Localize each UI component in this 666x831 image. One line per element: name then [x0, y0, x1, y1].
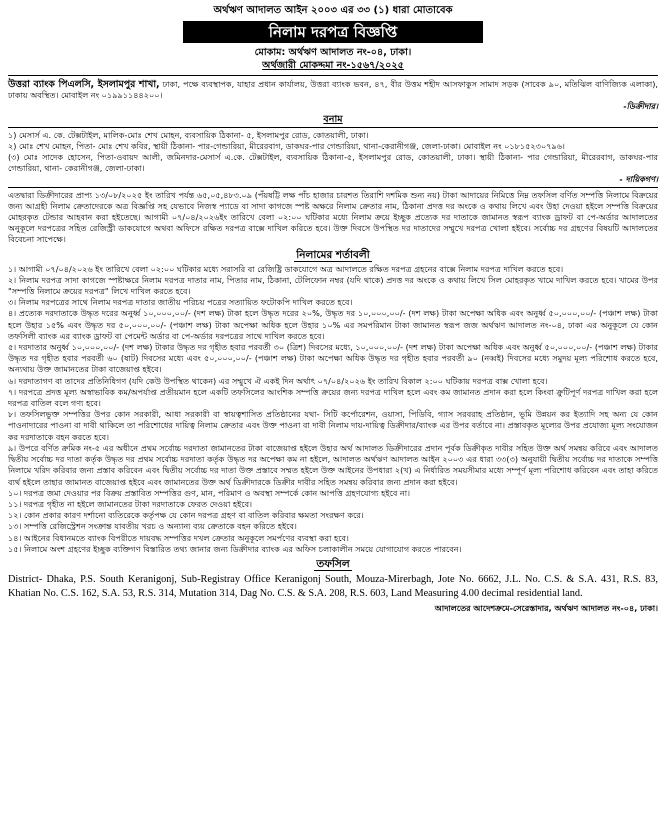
condition-item: ৮। তফসিলভুক্ত সম্পত্তির উপর কোন সরকারী, আধা সরকারী বা স্বায়ত্বশাসিত প্রতিষ্ঠানের যথা- সিটি কর্পোরেশন, ওয়াসা, পিডিবি, গ্যাস সরবরাহ প্রতিষ্ঠান, ভূমি উন্নয়ন কর ইত্যাদি সহ অন্য যে কোন পাওনাদারের পাওনা বা দাবী থাকিলে তা পরিশোধের দায়িত্ব নিলাম ক্রেতার এবং উক্ত পাওনা বা দাবী নিলাম দায়-দায়িত্ব ডিক্রীদার/ব্যাংক এর উপর বর্তাবে না। প্রস্তাবকৃত মূল্যের উপর প্রযোজ্য মূল্য সংযোজন কর দরদাতাকে বহন করতে হবে। — [8, 409, 658, 442]
condition-item: ২। নিলাম দরপত্র সাদা কাগজে স্পষ্টাক্ষরে নিলাম দরপত্র দাতার নাম, পিতার নাম, ঠিকানা, টেলিফোন নম্বর (যদি থাকে) প্রদত্ত দর অংকে ও কথায় লিখে সিল মোহরকৃত খামে দাখিল করতে হবে। খামের উপর "সম্পত্তি নিলামে ক্রয়ের দরপত্র" লিখে দাখিল করতে হবে। — [8, 274, 658, 297]
condition-item: ১৩। সম্পত্তি রেজিস্ট্রেশন সংক্রান্ত যাবতীয় খরচ ও অন্যান্য ব্যয় ক্রেতাকে বহন করিতে হইবে। — [8, 521, 297, 532]
versus-label: বনাম — [323, 113, 343, 125]
condition-item: ৫। দরদাতার অনুর্ধ্ব ১০,০০০,০০/- (দশ লক্ষ) টাকার উদ্ধৃত দর গৃহীত হবার পরবর্তী ৩০ (ত্রিশ) দিবসের মধ্যে, ১০,০০০,০০/- (দশ লক্ষ) টাকা অপেক্ষা অধিক এবং অনুর্ধ্ব ৫০,০০০,০০/- (পঞ্চাশ লক্ষ) টাকার উদ্ধৃত দর গৃহীত হবার পরবর্তী ৬০ (ষাট) দিবসের মধ্যে এবং ৫০,০০০,০০/- (পঞ্চাশ লক্ষ) টাকা অপেক্ষা অধিক উদ্ধৃত দর গৃহীত হবার পরবর্তী ৯০ (নব্বই) দিবসের মধ্যে সমুদয় মূল্য পরিশোধ করতে হবে, অন্যথায় উক্ত জামানতের টাকা বাজেয়াপ্ত হইবে। — [8, 342, 658, 375]
court-name: মোকাম: অর্থঋণ আদালত নং-০৪, ঢাকা। — [254, 47, 412, 58]
condition-item: ৬। দরদাতাগণ বা তাদের প্রতিনিধিগণ (যদি কেউ উপস্থিত থাকেন) এর সম্মুখে ঐ একই দিন অর্থাৎ ০৭/০৪/২০২৬ ইং তারিখ বিকাল ২:০০ ঘটিকায় দরপত্র বাক্স খোলা হবে। — [8, 375, 548, 386]
defendant-item: (৩) মোঃ সাদেক হোসেন, পিতা-ওবায়দ আলী, জমিনদার-মেসার্স এ.কে. টেক্সটাইল, ব্যবসায়িক ঠিকানা-৫, ইসলামপুর রোড, কোতয়ালী, ঢাকা। স্থায়ী ঠিকানা- পার গেন্ডারিয়া, মীরেরবাগ, ডাকঘর-পার গেন্ডারিয়া, থানা- কেরানীগঞ্জ, জেলা-ঢাকা। — [8, 152, 658, 174]
plaintiff-role: -ডিক্রীদার। — [623, 101, 658, 112]
divider — [8, 127, 658, 128]
conditions-heading: নিলামের শর্তাবলী — [296, 248, 370, 261]
condition-item: ৯। উপরে বর্ণিত ক্রমিক নং-৫ এর অধীনে প্রথম সর্বোচ্চ দরদাতা জামানতের টাকা বাজেয়াপ্ত হইলে উহার অর্থ আদালত ডিক্রীদারের প্রদান পূর্বক ডিক্রীকৃত দাবীর সহিত উক্ত অর্থ সমন্বয় করিবে এবং আদালত দ্বিতীয় সর্বোচ্চ দর দাতা কর্তৃক উদ্ধৃত দর প্রথম সর্বোচ্চ দরদাতা কর্তৃক উদ্ধৃত দর অপেক্ষা কম না হইলে, আদালত অর্থঋণ আদালত আইন ২০০৩ এর ধারা ৩৩(৩) অনুযায়ী দ্বিতীয় সর্বোচ্চ দর দাতাকে সম্পত্তি নিলামে খরিদ করিবার জন্য প্রস্তাব করিবেন এবং দ্বিতীয় সর্বোচ্চ দর দাতা উক্ত প্রস্তাবে সম্মত হইলে উক্ত আইনের উপধারা ২(খ) এ নির্ধারিত সময়সীমার মধ্যে সম্পূর্ণ মূল্য পরিশোধ করিবেন এবং তাহা করিতে ব্যর্থ হইলে তাহার জামানত বাজেয়াপ্ত হইবে এবং জামানতের উক্ত অর্থ ডিক্রীদারকে ডিক্রীর দাবীর সহিত সমন্বয় করিবার জন্য প্রদান করা হইবে। — [8, 442, 658, 487]
defendant-role: - দায়িকগণ। — [619, 174, 658, 185]
condition-item: ১। আগামী ০৭/০৪/২০২৬ ইং তারিখে বেলা ০২:০০ ঘটিকার মধ্যে সরাসরি বা রেজিষ্ট্রি ডাকযোগে অত্র আদালতে রক্ষিত দরপত্র গ্রহনের বাক্সে নিলাম দরপত্র দাখিল করতে হবে। — [8, 263, 564, 274]
condition-item: ১১। দরপত্র গৃহীত না হইলে জামানতের টাকা দরদাতাকে ফেরত দেওয়া হইবে। — [8, 498, 253, 509]
defendant-item: ১) মেসার্স এ. কে. টেক্সটাইল, মালিক-মোঃ শেখ মোহন, ব্যবসায়িক ঠিকানা- ৫, ইসলামপুর রোড, কোতয়ালী, ঢাকা। — [8, 129, 369, 140]
schedule-description: District- Dhaka, P.S. South Keranigonj, Sub-Registray Office Keranigonj South, Mouza-Mirerbagh, Jote No. 6662, J.L. No. C.S. & S.A. 431, R.S. 83, Khatian No. C.S. 162, S.A. 53, R.S. 314, Mutation 314, Dag No. C.S. & S.A. 208, R.S. 603, Land Measuring 4.00 decimal residential land. — [8, 573, 658, 599]
plaintiff-details: ঢাকা, পক্ষে ব্যবস্থাপক, যাহার প্রধান কার্যালয়, উত্তরা ব্যাংক ভবন, ৪৭, বীর উত্তম শহীদ আসফাকুস সামাদ সড়ক (সাবেক ৯০, মতিঝিল বাণিজ্যিক এলাকা), ঢাকায় অবস্থিত। মোবাইল নং ০১৯৯১১৪৪২০০। — [8, 79, 658, 101]
condition-item: ১৫। নিলামে অংশ গ্রহণের ইচ্ছুক ব্যক্তিগণ বিস্তারিত তথ্য জানার জন্য ডিক্রীদার ব্যাংক এর অফিস চলাকালীন সময়ে যোগাযোগ করতে পারবেন। — [8, 543, 462, 554]
plaintiff-block — [8, 79, 658, 101]
case-number: অর্থজারী মোকদ্দমা নং-১৫৬৭/২০২৫ — [262, 60, 404, 71]
schedule-heading: তফসিল — [316, 557, 350, 570]
notice-title: নিলাম দরপত্র বিজ্ঞপ্তি — [183, 21, 483, 43]
condition-item: ৪। প্রত্যেক দরদাতাকে উদ্ধৃত দরের অনুর্ধ্ব ১০,০০০,০০/- (দশ লক্ষ) টাকা হলে উদ্ধৃত দরের ২০%, উদ্ধৃত দর ১০,০০০,০০/- (দশ লক্ষ) টাকা অপেক্ষা অধিক এবং অনুর্ধ্ব ৫০,০০০,০০/- (পঞ্চাশ লক্ষ) টাকা হলে উহার ১৫% এবং উদ্ধৃত দর ৫০,০০০,০০/- (পঞ্চাশ লক্ষ) টাকা অপেক্ষা অধিক হলে উহার ১০% এর সমপরিমান টাকা জামানত স্বরূপ জজ অর্থঋণ আদালত নং-০৪, ঢাকা এর অনুকূলে যে কোন তফসিলী ব্যাংক এর ব্যাংক ড্রাফট বা পেমেন্ট অর্ডার বা পে-অর্ডার দরপত্রের সাথে দাখিল করতে হবে। — [8, 308, 658, 341]
divider — [8, 187, 658, 188]
condition-item: ১০। দরপত্র জমা দেওয়ার পর বিক্রয় প্রস্তাবিত সম্পত্তির গুণ, মান, পরিমাণ ও অবস্থা সম্পর্কে কোন আপত্তি গ্রহণযোগ্য হইবে না। — [8, 487, 410, 498]
intro-paragraph: এতদ্বারা ডিক্রীদারের প্রাপ্য ১৩/০৮/২০২৫ ইং তারিখ পর্যন্ত ৬৫,০৫,৪৮৩.০৯ (পঁয়ষট্টি লক্ষ পাঁচ হাজার চারশত তিরাশি দশমিক শুন্য নয়) টাকা আদায়ের নিমিত্তে নিম্ন তফসিল বর্ণিত সম্পত্তি নিলামে বিক্রয়ের জন্য আগ্রহী নিলাম ক্রেতাদেরকে অত্র বিজ্ঞপ্তি সহ যেভাবে নিজস্ব প্যাডে বা সাদা কাগজে স্পষ্ট অক্ষরে নিলাম ক্রেতার নাম, ঠিকানা প্রদত্ত দর অংকে ও কথায় লিখে এবং উহা দেওয়া হইলে সম্পত্তি বিক্রয়ের মোহরকৃত টেন্ডার আহবান করা হইতেছে। আগামী ০৭/০৪/২০২৬ইং তারিখে বেলা ০২:০০ ঘটিকার মধ্যে নিলাম ক্রয়ে ইচ্ছুক প্রত্যেক দর দাতাকে জামানত স্বরূপ ব্যাংক ড্রাফট বা পে-অর্ডার আদালতের অনুকূলে দরপত্রের সহিত রেজিস্ট্রী ডাকযোগে অথবা অফিসে রক্ষিত দরপত্র বাক্সে দাখিল করিতে হবে। উক্ত দিবসে উপস্থিত দর দাতাদের সম্মুখে দরপত্র খোলা হইবে। সর্বোচ্চ দর গ্রহণের বিষয়টি আদালতের বিবেচনা সাপেক্ষে। — [8, 189, 658, 245]
signature-line: আদালতের আদেশক্রমে-সেরেস্তাদার, অর্থঋণ আদালত নং-০৪, ঢাকা। — [434, 602, 658, 613]
condition-item: ৭। দরপত্রে প্রদত্ত মূল্য অস্বাভাবিক কম/অপর্যাপ্ত প্রতীয়মান হলে একটি তফসিলের আংশিক সম্পত্তি ক্রয়ের জন্য দরপত্র দাখিল হলে এবং কম জামানত প্রদান করা হলে কিংবা ক্রুটিপূর্ণ দরপত্র দাখিল করা হলে দরপত্র বাতিল বলে গণ্য হবে। — [8, 386, 658, 409]
defendant-item: ২) মোঃ শেখ মোহন, পিতা- মোঃ শেখ কবির, স্থায়ী ঠিকানা- পার-গেন্ডারিয়া, মীরেরবাগ, ডাকঘর-পার গেন্ডারিয়া, থানা-কেরানীগঞ্জ, জেলা-ঢাকা। মোবাইল নং ০১৮১৫২৩০৭৯৬। — [8, 140, 565, 151]
divider — [8, 75, 658, 76]
condition-item: ১২। কোন প্রকার কারণ দর্শানো ব্যতিরেকে কর্তৃপক্ষ যে কোন দরপত্র গ্রহণ বা বাতিল করিবার ক্ষমতা সংরক্ষণ করে। — [8, 510, 364, 521]
condition-item: ১৪। আইনের বিধানমতে ব্যাংক বিপরীতে দায়বদ্ধ সম্পত্তির দখল ক্রেতার অনুকূলে সমর্পণের ব্যবস্থা করা হবে। — [8, 532, 349, 543]
condition-item: ৩। নিলাম দরপত্রের সাথে নিলাম দরপত্র দাতার জাতীয় পরিচয় পত্রের সত্যায়িত ফটোকপি দাখিল করতে হবে। — [8, 297, 353, 308]
plaintiff-name: উত্তরা ব্যাংক পিএলসি, ইসলামপুর শাখা, — [8, 79, 160, 90]
law-reference: অর্থঋণ আদালত আইন ২০০৩ এর ৩৩ (১) ধারা মোতাবেক — [213, 5, 453, 16]
